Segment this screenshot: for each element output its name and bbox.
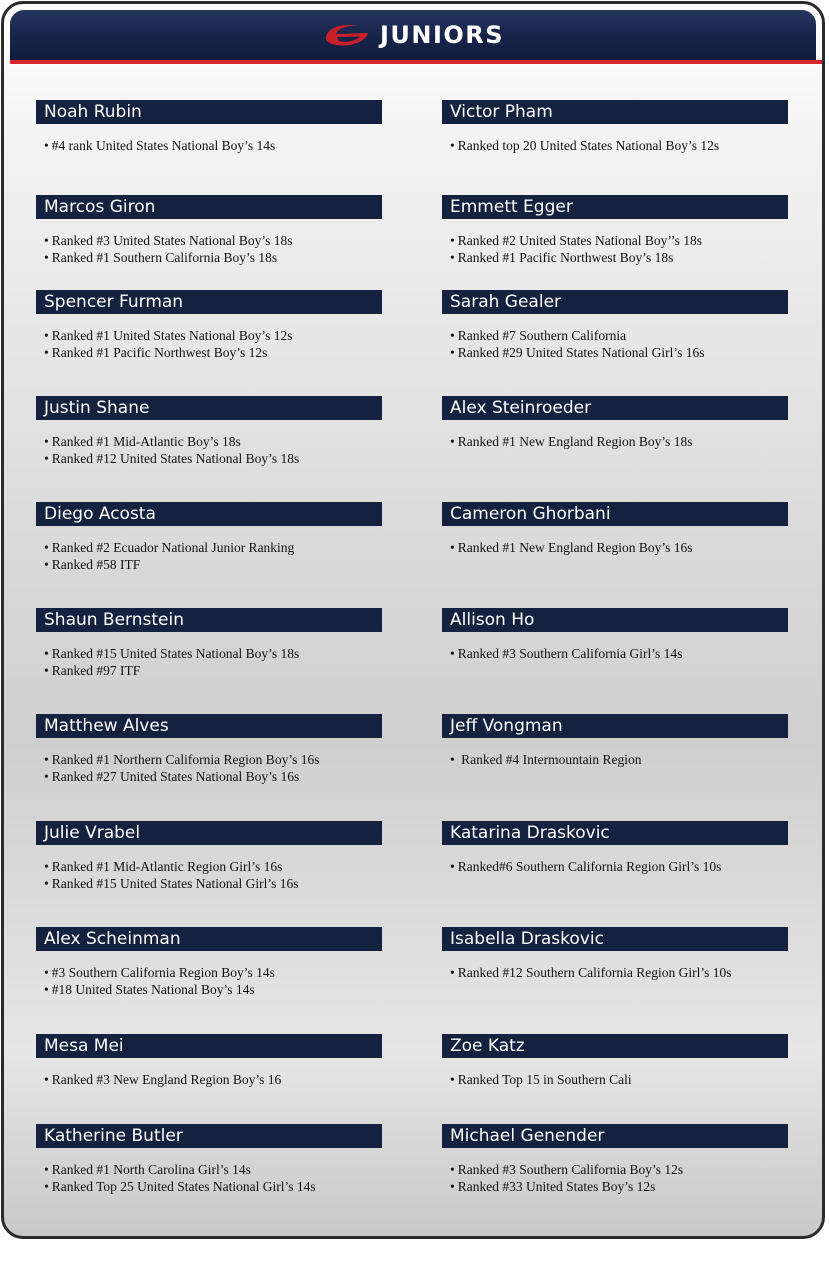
ranking-item: • Ranked #97 ITF xyxy=(44,662,382,679)
player-name: Mesa Mei xyxy=(36,1034,382,1058)
player-name: Marcos Giron xyxy=(36,195,382,219)
header-bar xyxy=(10,10,816,60)
player-name: Michael Genender xyxy=(442,1124,788,1148)
ranking-item: • Ranked Top 25 United States National Girl’s 14s xyxy=(44,1178,382,1195)
page-title: JUNIORS xyxy=(379,21,505,49)
ranking-item: • Ranked #12 United States National Boy’s 18s xyxy=(44,450,382,467)
ranking-item: • Ranked #1 Pacific Northwest Boy’s 12s xyxy=(44,344,382,361)
player-entry xyxy=(36,608,382,714)
player-entry xyxy=(442,927,788,1034)
ranking-item: • Ranked #1 North Carolina Girl’s 14s xyxy=(44,1161,382,1178)
player-name: Katarina Draskovic xyxy=(442,821,788,845)
ranking-list xyxy=(36,433,382,467)
ranking-list xyxy=(36,858,382,892)
player-entry xyxy=(36,1124,382,1214)
ranking-item: • Ranked #1 New England Region Boy’s 16s xyxy=(450,539,788,556)
player-name: Cameron Ghorbani xyxy=(442,502,788,526)
player-name: Emmett Egger xyxy=(442,195,788,219)
player-entry xyxy=(442,502,788,608)
ranking-item: • #4 rank United States National Boy’s 14s xyxy=(44,137,382,154)
player-name: Alex Steinroeder xyxy=(442,396,788,420)
ranking-item: • Ranked #1 Northern California Region Boy’s 16s xyxy=(44,751,382,768)
player-name: Shaun Bernstein xyxy=(36,608,382,632)
ranking-item: • Ranked #29 United States National Girl’s 16s xyxy=(450,344,788,361)
ranking-list xyxy=(442,137,788,154)
player-name: Julie Vrabel xyxy=(36,821,382,845)
player-name: Spencer Furman xyxy=(36,290,382,314)
ranking-item: • Ranked #15 United States National Boy’s 18s xyxy=(44,645,382,662)
ranking-item: • Ranked #58 ITF xyxy=(44,556,382,573)
ranking-list xyxy=(442,539,788,556)
ranking-item: • Ranked #33 United States Boy’s 12s xyxy=(450,1178,788,1195)
ranking-item: • Ranked #1 United States National Boy’s 12s xyxy=(44,327,382,344)
player-entry xyxy=(36,195,382,290)
player-entry xyxy=(442,714,788,821)
ranking-list xyxy=(442,327,788,361)
ranking-list xyxy=(442,964,788,981)
player-entry xyxy=(36,100,382,195)
player-name: Sarah Gealer xyxy=(442,290,788,314)
ranking-item: • Ranked #7 Southern California xyxy=(450,327,788,344)
player-entry xyxy=(36,1034,382,1124)
ranking-item: • Ranked #1 Mid-Atlantic Region Girl’s 16s xyxy=(44,858,382,875)
player-entry xyxy=(442,396,788,502)
player-name: Justin Shane xyxy=(36,396,382,420)
ranking-list xyxy=(36,232,382,266)
player-entry xyxy=(442,1034,788,1124)
ranking-item: • Ranked Top 15 in Southern Cali xyxy=(450,1071,788,1088)
player-entry xyxy=(36,396,382,502)
ranking-item: • #18 United States National Boy’s 14s xyxy=(44,981,382,998)
ranking-item: • Ranked top 20 United States National Boy’s 12s xyxy=(450,137,788,154)
ranking-item: • Ranked #12 Southern California Region Girl’s 10s xyxy=(450,964,788,981)
ranking-item: • Ranked #1 Pacific Northwest Boy’s 18s xyxy=(450,249,788,266)
ranking-list xyxy=(442,232,788,266)
player-name: Victor Pham xyxy=(442,100,788,124)
player-name: Diego Acosta xyxy=(36,502,382,526)
player-name: Alex Scheinman xyxy=(36,927,382,951)
ranking-item: • Ranked #3 Southern California Girl’s 14s xyxy=(450,645,788,662)
ranking-item: • Ranked #1 New England Region Boy’s 18s xyxy=(450,433,788,450)
ranking-list xyxy=(36,1161,382,1195)
player-grid xyxy=(36,100,796,1214)
ranking-list xyxy=(442,1161,788,1195)
player-entry xyxy=(442,195,788,290)
ranking-list xyxy=(442,1071,788,1088)
player-entry xyxy=(442,1124,788,1214)
ranking-item: • Ranked #15 United States National Girl’s 16s xyxy=(44,875,382,892)
player-entry xyxy=(442,821,788,927)
ranking-list xyxy=(36,327,382,361)
ranking-list xyxy=(442,751,788,768)
ranking-list xyxy=(36,137,382,154)
ranking-list xyxy=(36,645,382,679)
ranking-item: • #3 Southern California Region Boy’s 14s xyxy=(44,964,382,981)
ranking-item: • Ranked #4 Intermountain Region xyxy=(450,751,788,768)
header-accent-rule xyxy=(10,60,824,64)
player-name: Allison Ho xyxy=(442,608,788,632)
player-name: Zoe Katz xyxy=(442,1034,788,1058)
ranking-item: • Ranked #2 United States National Boy’’s 18s xyxy=(450,232,788,249)
e-swoosh-logo-icon xyxy=(322,22,372,48)
ranking-item: • Ranked #3 Southern California Boy’s 12s xyxy=(450,1161,788,1178)
ranking-list xyxy=(442,433,788,450)
player-entry xyxy=(36,821,382,927)
ranking-item: • Ranked #2 Ecuador National Junior Ranking xyxy=(44,539,382,556)
player-name: Katherine Butler xyxy=(36,1124,382,1148)
player-entry xyxy=(36,502,382,608)
player-name: Isabella Draskovic xyxy=(442,927,788,951)
player-entry xyxy=(36,290,382,396)
ranking-item: • Ranked #1 Southern California Boy’s 18s xyxy=(44,249,382,266)
ranking-list xyxy=(442,858,788,875)
player-name: Jeff Vongman xyxy=(442,714,788,738)
ranking-list xyxy=(36,1071,382,1088)
player-entry xyxy=(36,714,382,821)
ranking-item: • Ranked #3 United States National Boy’s 18s xyxy=(44,232,382,249)
player-entry xyxy=(442,100,788,195)
player-entry xyxy=(442,608,788,714)
ranking-item: • Ranked #1 Mid-Atlantic Boy’s 18s xyxy=(44,433,382,450)
ranking-list xyxy=(36,964,382,998)
ranking-list xyxy=(36,751,382,785)
ranking-item: • Ranked#6 Southern California Region Girl’s 10s xyxy=(450,858,788,875)
player-name: Noah Rubin xyxy=(36,100,382,124)
ranking-list xyxy=(442,645,788,662)
ranking-item: • Ranked #3 New England Region Boy’s 16 xyxy=(44,1071,382,1088)
player-name: Matthew Alves xyxy=(36,714,382,738)
player-entry xyxy=(442,290,788,396)
ranking-list xyxy=(36,539,382,573)
player-entry xyxy=(36,927,382,1034)
ranking-item: • Ranked #27 United States National Boy’s 16s xyxy=(44,768,382,785)
